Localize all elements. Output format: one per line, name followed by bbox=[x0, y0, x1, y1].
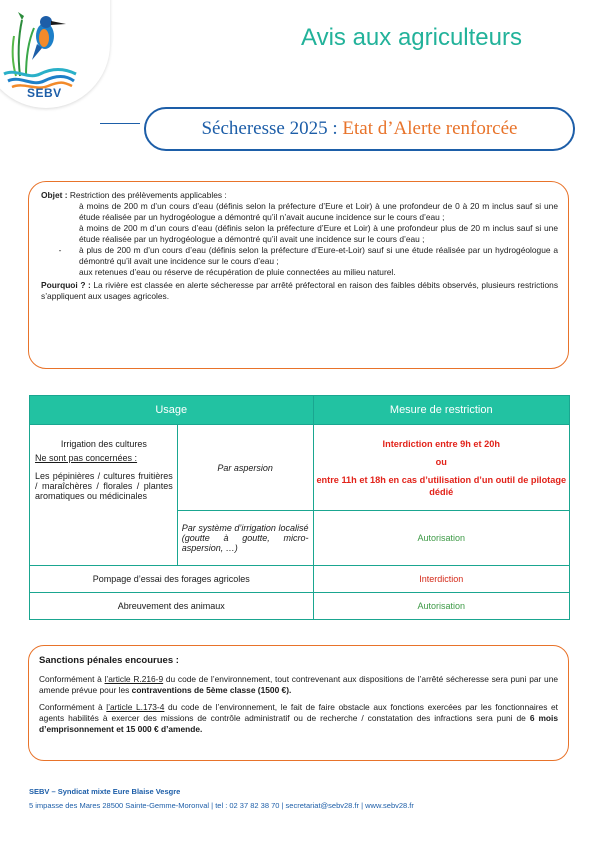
col-header-mesure: Mesure de restriction bbox=[313, 396, 569, 425]
irrigation-cell bbox=[30, 425, 178, 566]
aspersion-measure bbox=[313, 425, 569, 511]
subtitle-box bbox=[144, 107, 575, 151]
objet-intro: Restriction des prélèvements applicables : bbox=[69, 190, 227, 200]
sanctions-section bbox=[28, 645, 569, 761]
table-row bbox=[30, 425, 570, 511]
objet-section bbox=[28, 181, 569, 369]
irrigation-sub: Ne sont pas concernées : bbox=[35, 453, 138, 463]
article-link[interactable]: l’article L.173-4 bbox=[106, 702, 165, 712]
subtitle-part2: Etat d’Alerte renforcée bbox=[342, 118, 518, 139]
aspersion-line1: Interdiction entre 9h et 20h bbox=[382, 438, 500, 449]
irrigation-list: Les pépinières / cultures fruitières / maraîchères / florales / plantes aromatiques ou médicinales bbox=[35, 471, 173, 501]
sanctions-paragraph-1 bbox=[39, 674, 558, 696]
objet-item: à moins de 200 m d’un cours d’eau (définis selon la préfecture d’Eure et Loir) à une profondeur de 0 à 20 m inclus sauf si une étude réalisée par un hydrogéologue a démontré qu’il n’avait aucune incidence sur le cours d’eau ; bbox=[79, 201, 558, 222]
col-header-usage: Usage bbox=[30, 396, 314, 425]
text: du code de l’environnement, tout contrevenant aux dispositions de l’arrêté sécheresse sera puni par une amende prévue pour les bbox=[39, 674, 559, 695]
objet-dash-item bbox=[41, 245, 558, 267]
aspersion-line3: entre 11h et 18h en cas d’utilisation d’un outil de pilotage dédié bbox=[316, 474, 567, 497]
sanctions-title: Sanctions pénales encourues : bbox=[39, 655, 179, 666]
text: du code de l’environnement, le fait de faire obstacle aux fonctions exercées par les fonctionnaires et agents habilités à exercer des missions de contrôle administratif ou de recherche / constatation des infractions sera puni de bbox=[39, 702, 558, 723]
table-header-row bbox=[30, 396, 570, 425]
table-row bbox=[30, 593, 570, 620]
objet-label: Objet : bbox=[41, 190, 68, 200]
localise-cell: Par système d’irrigation localisé (goutte à goutte, micro-aspersion, …) bbox=[177, 511, 313, 566]
subtitle-part1: Sécheresse 2025 : bbox=[201, 118, 338, 139]
abreuvement-measure: Autorisation bbox=[313, 593, 569, 620]
bold-text: contraventions de 5ème classe (1500 €). bbox=[131, 685, 292, 695]
table-row bbox=[30, 566, 570, 593]
pompage-cell: Pompage d’essai des forages agricoles bbox=[30, 566, 314, 593]
sanctions-paragraph-2 bbox=[39, 702, 558, 735]
footer-contact: 5 impasse des Mares 28500 Sainte-Gemme-Moronval | tel : 02 37 82 38 70 | secretariat@sebv28.fr | www.sebv28.fr bbox=[29, 801, 414, 810]
aspersion-line2: ou bbox=[435, 456, 447, 467]
pompage-measure: Interdiction bbox=[313, 566, 569, 593]
localise-measure: Autorisation bbox=[313, 511, 569, 566]
bold-text: 6 mois d’emprisonnement et 15 000 € d’amende. bbox=[39, 713, 558, 734]
objet-item: à plus de 200 m d’un cours d’eau (définis selon la préfecture d’Eure-et-Loir) sauf si une étude réalisée par un hydrogéologue a démontré qu’il avait une incidence sur le cours d’eau ; bbox=[79, 245, 558, 266]
pourquoi-text: La rivière est classée en alerte sécheresse par arrêté préfectoral en raison des faibles débits observés, plusieurs restrictions s’appliquent aux usages agricoles. bbox=[41, 280, 559, 301]
irrigation-title: Irrigation des cultures bbox=[60, 439, 147, 449]
abreuvement-cell: Abreuvement des animaux bbox=[30, 593, 314, 620]
restriction-table bbox=[29, 395, 570, 620]
dash-bullet: - bbox=[58, 245, 62, 255]
footer-org: SEBV – Syndicat mixte Eure Blaise Vesgre bbox=[29, 787, 181, 796]
page-title: Avis aux agriculteurs bbox=[301, 24, 522, 51]
pourquoi-paragraph bbox=[41, 280, 558, 302]
text: Conformément à bbox=[39, 674, 105, 684]
divider bbox=[100, 123, 140, 124]
pourquoi-label: Pourquoi ? : bbox=[41, 280, 91, 290]
aspersion-cell: Par aspersion bbox=[177, 425, 313, 511]
logo-text: SEBV bbox=[27, 86, 62, 100]
objet-item: à moins de 200 m d’un cours d’eau (définis selon la préfecture d’Eure et Loir) à une profondeur plus de 20 m inclus sauf si une étude réalisée par un hydrogéologue a démontré qu’il avait une incidence sur le cours d’eau ; bbox=[79, 223, 558, 244]
article-link[interactable]: l’article R.216-9 bbox=[104, 674, 164, 684]
text: Conformément à bbox=[39, 702, 107, 712]
objet-item: aux retenues d’eau ou réserve de récupération de pluie connectées au milieu naturel. bbox=[79, 267, 396, 277]
